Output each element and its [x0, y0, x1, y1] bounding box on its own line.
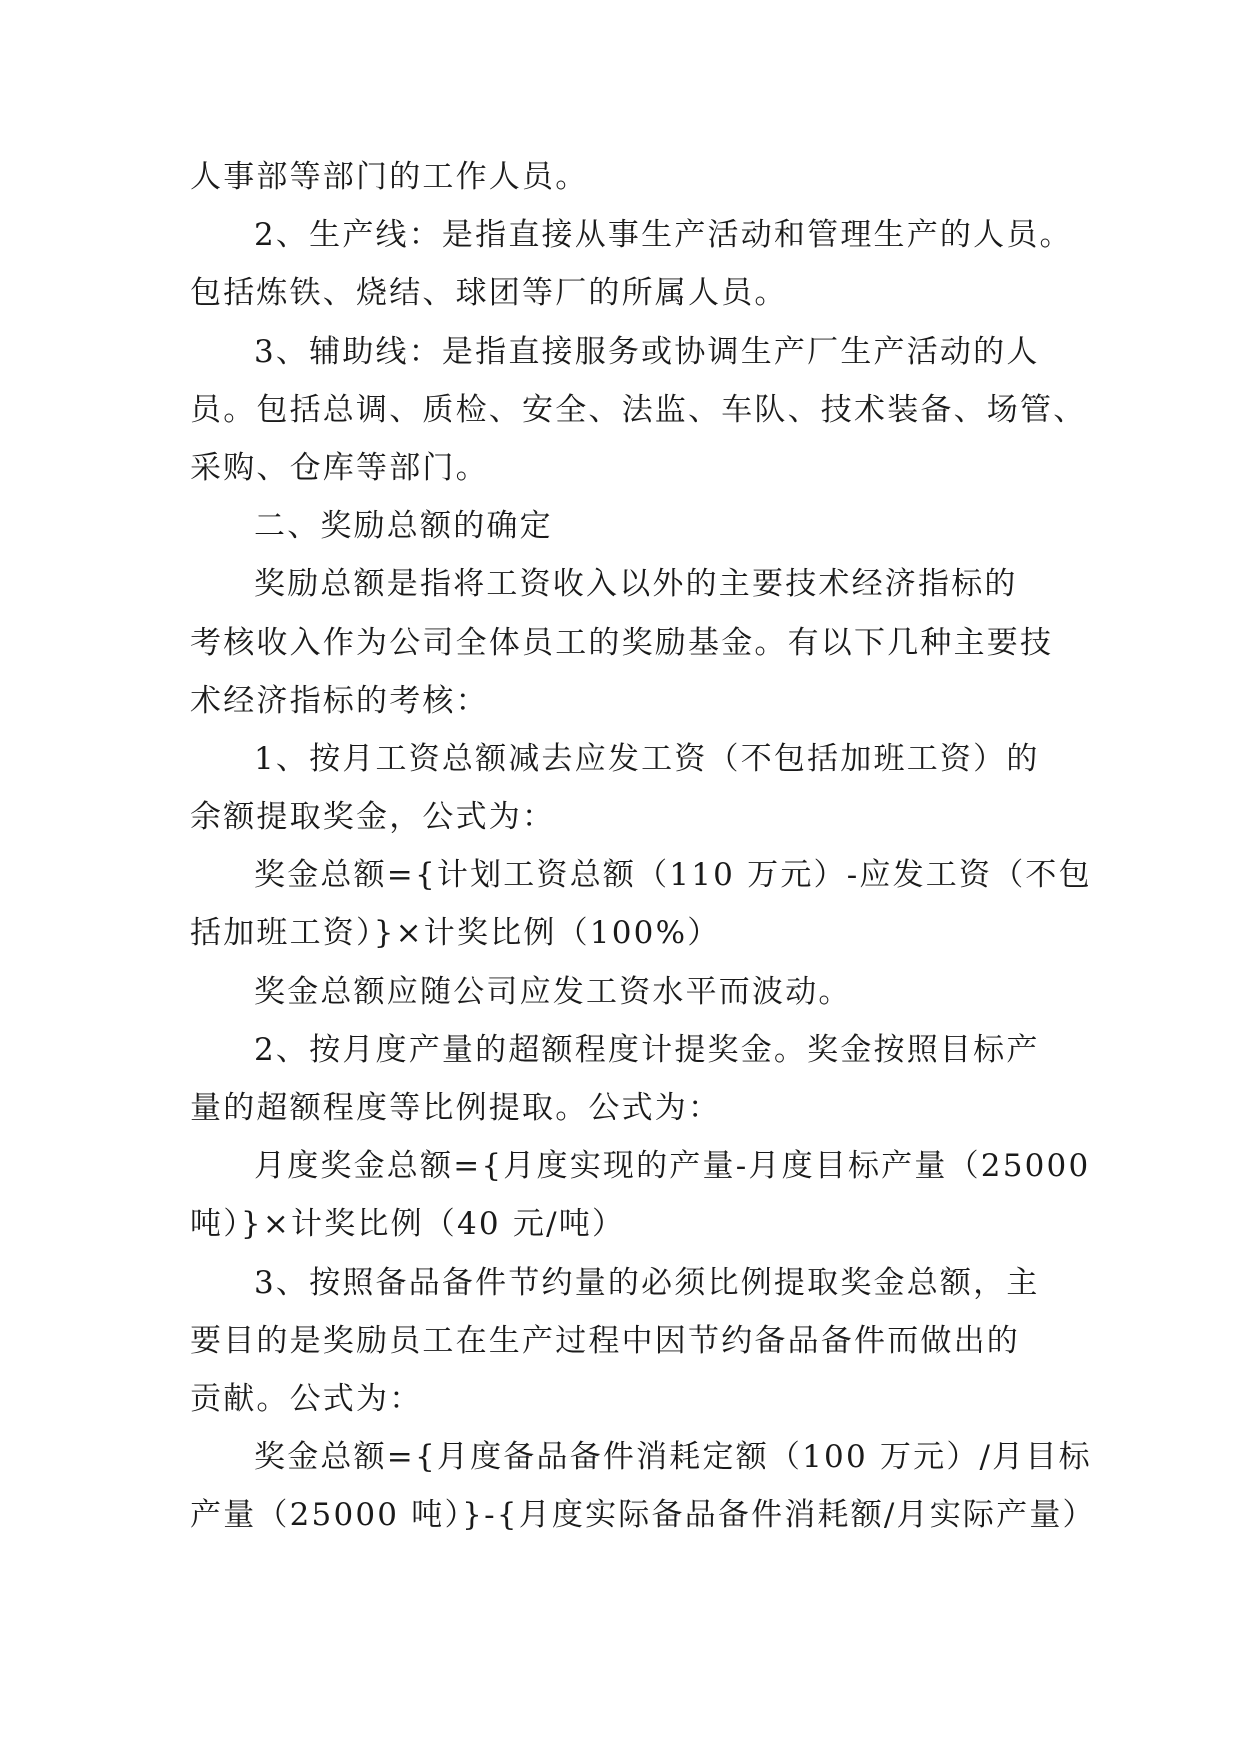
text-line: 奖金总额应随公司应发工资水平而波动。: [254, 973, 852, 1010]
text-line: 奖励总额是指将工资收入以外的主要技术经济指标的: [254, 566, 1018, 603]
text-line: 3、按照备品备件节约量的必须比例提取奖金总额，主: [254, 1264, 1040, 1301]
text-line: 2、生产线：是指直接从事生产活动和管理生产的人员。: [254, 217, 1073, 254]
text-line: 量的超额程度等比例提取。公式为：: [190, 1090, 722, 1126]
formula-line: 月度奖金总额={月度实现的产量-月度目标产量（25000: [254, 1148, 1091, 1185]
text-line: 要目的是奖励员工在生产过程中因节约备品备件而做出的: [190, 1322, 1020, 1359]
text-line: 贡献。公式为：: [190, 1380, 423, 1417]
formula-line: 奖金总额={月度备品备件消耗定额（100 万元）/月目标: [254, 1439, 1092, 1476]
formula-line: 括加班工资）}×计奖比例（100%）: [190, 915, 721, 952]
text-line: 员。包括总调、质检、安全、法监、车队、技术装备、场管、: [190, 391, 1087, 428]
section-heading: 二、奖励总额的确定: [254, 508, 553, 545]
text-line: 采购、仓库等部门。: [190, 449, 489, 486]
text-line: 2、按月度产量的超额程度计提奖金。奖金按照目标产: [254, 1031, 1040, 1068]
document-body: [190, 148, 1096, 1545]
formula-line: 吨）}×计奖比例（40 元/吨）: [190, 1206, 626, 1243]
text-line: 包括炼铁、烧结、球团等厂的所属人员。: [190, 275, 788, 312]
formula-line: 产量（25000 吨）}-{月度实际备品备件消耗额/月实际产量）: [190, 1497, 1096, 1534]
text-line: 术经济指标的考核：: [190, 682, 489, 719]
text-line: 人事部等部门的工作人员。: [190, 159, 589, 195]
text-line: 3、辅助线：是指直接服务或协调生产厂生产活动的人: [254, 333, 1040, 370]
text-line: 考核收入作为公司全体员工的奖励基金。有以下几种主要技: [190, 624, 1054, 661]
formula-line: 奖金总额={计划工资总额（110 万元）-应发工资（不包: [254, 857, 1092, 894]
text-line: 余额提取奖金，公式为：: [190, 799, 556, 836]
text-line: 1、按月工资总额减去应发工资（不包括加班工资）的: [254, 740, 1040, 777]
